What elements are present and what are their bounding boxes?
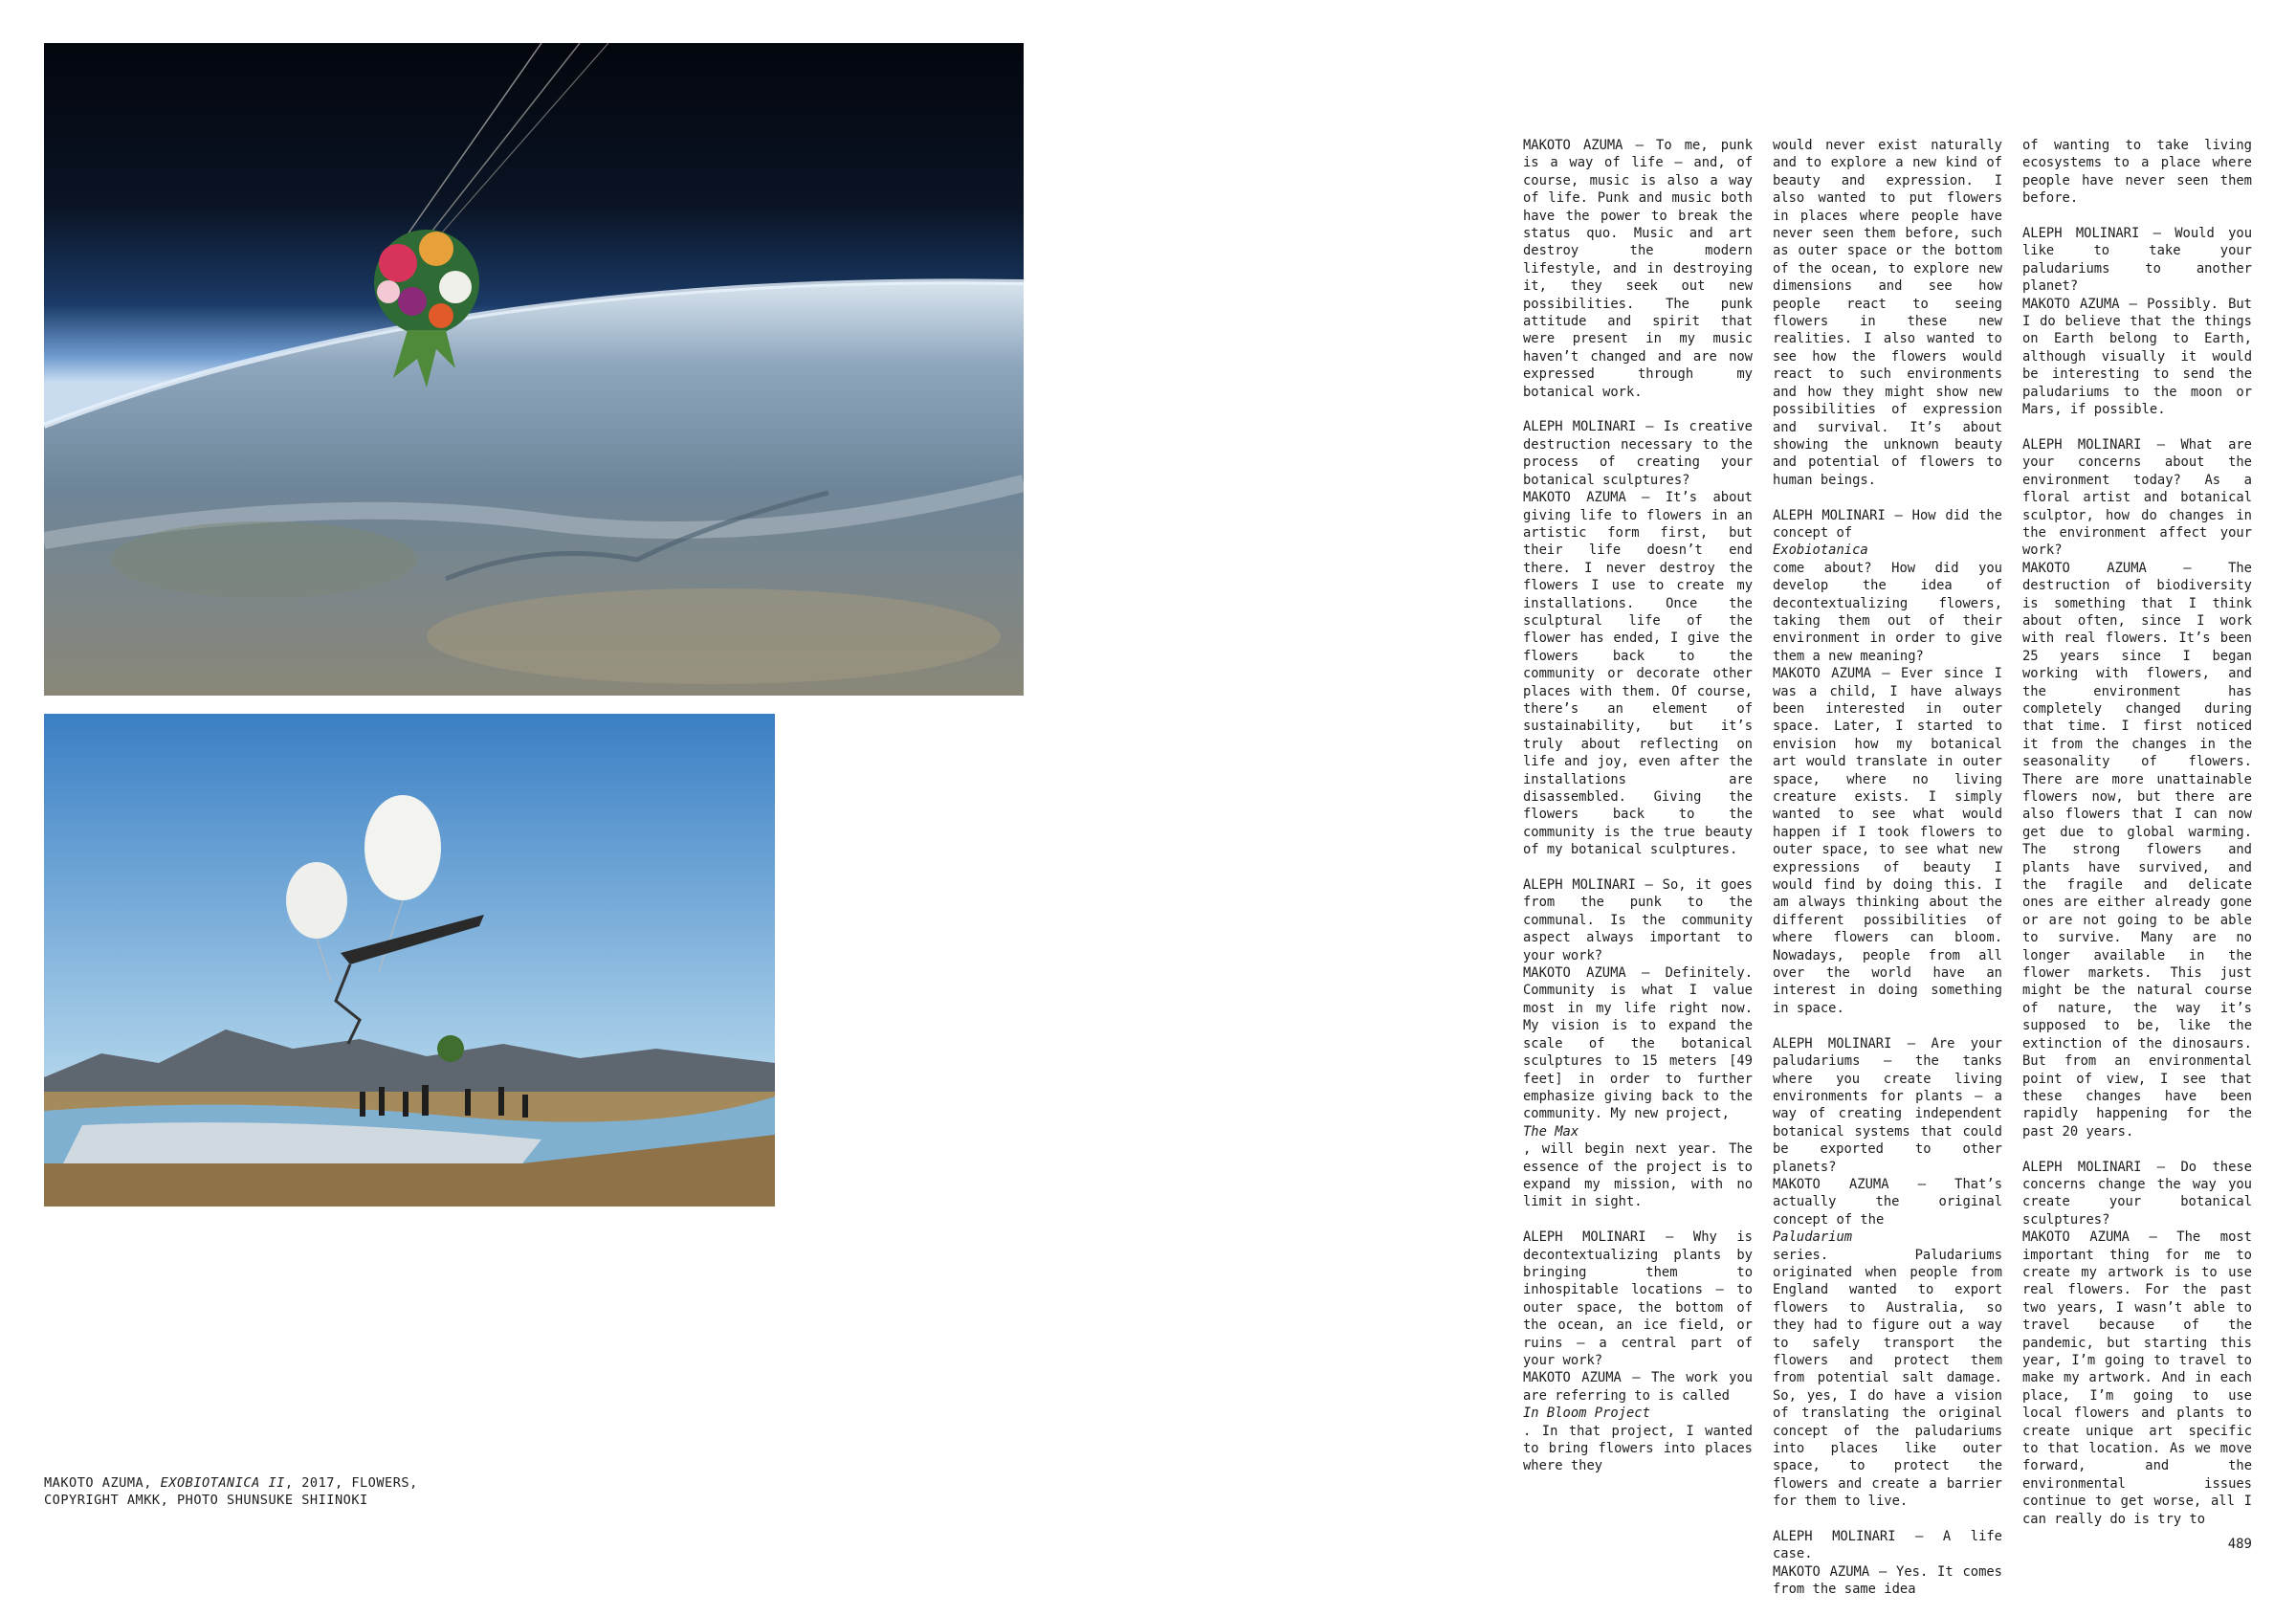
balloon-launch-image: [44, 714, 775, 1206]
interview-exchange: [1773, 507, 2002, 1018]
question: ALEPH MOLINARI — Do these concerns change the way you create your botanical sculptures?: [2022, 1159, 2252, 1228]
answer: MAKOTO AZUMA — The most important thing for me to create my artwork is to use real flowers. For the past two years, I wasn’t able to travel because of the pandemic, but starting this year, I’m going to travel to make my artwork. And in each place, I’m going to use local flowers and plants to create unique art specific to that location. As we move forward, and the environmental issues continue to get worse, all I can really do is try to: [2022, 1229, 2252, 1527]
answer: MAKOTO AZUMA — It’s about giving life to flowers in an artistic form first, but their life doesn’t end there. I never destroy the flowers I use to create my installations. Once the sculptural life of the flower has ended, I give the flowers back to the community or decorate other places with them. Of course, there’s an element of sustainability, but it’s truly about reflecting on life and joy, even after the installations are disassembled. Giving the flowers back to the community is the true beauty of my botanical sculptures.: [1523, 490, 1753, 858]
page-number: 489: [2227, 1537, 2252, 1552]
question: ALEPH MOLINARI — What are your concerns about the environment today? As a floral artist and botanical sculptor, how do changes in the environment affect your work?: [2022, 436, 2252, 559]
question: ALEPH MOLINARI — Are your paludariums — the tanks where you create living environments for plants — a way of creating independent botanical systems that could be exported to other planets?: [1773, 1035, 2002, 1175]
answer: MAKOTO AZUMA — Yes. It comes from the same idea: [1773, 1563, 2002, 1598]
answer: MAKOTO AZUMA — The destruction of biodiversity is something that I think about often, since I work with real flowers. It’s been 25 years since I began working with flowers, and the environment has completely changed during that time. I first noticed it from the changes in the seasonality of flowers. There are more unattainable flowers now, but there are also flowers that I can now get due to global warming. The strong flowers and plants have survived, and the fragile and delicate ones are either already gone or are not going to be able to survive. Many are no longer available in the flower markets. This just might be the natural course of nature, the way it’s supposed to be, like the extinction of the dinosaurs. But from an environmental point of view, I see that these changes have been rapidly happening for the past 20 years.: [2022, 560, 2252, 1140]
caption-line-1: MAKOTO AZUMA, EXOBIOTANICA II, 2017, FLOWERS,: [44, 1475, 418, 1491]
interview-exchange: [2022, 436, 2252, 1140]
interview-exchange: [1773, 1035, 2002, 1511]
interview-exchange: [2022, 1159, 2252, 1529]
answer: MAKOTO AZUMA — The work you are referring to is called In Bloom Project . In that project, I wanted to bring flowers into places where they: [1523, 1370, 1753, 1474]
answer-paragraph: of wanting to take living ecosystems to a place where people have never seen them before.: [2022, 138, 2252, 207]
answer-paragraph: would never exist naturally and to explore a new kind of beauty and expression. I also wanted to put flowers in places where people have never seen them before, such as outer space or the bottom of the ocean, to explore new dimensions and see how people react to seeing flowers in these new realities. I also wanted to see how the flowers would react to such environments and how they might show new possibilities of expression and survival. It’s about showing the unknown beauty and potential of flowers to human beings.: [1773, 138, 2002, 488]
text-column-1: [1523, 137, 1753, 1493]
answer: MAKOTO AZUMA — Possibly. But I do believe that the things on Earth belong to Earth, although visually it would be interesting to send the paludariums to the moon or Mars, if possible.: [2022, 296, 2252, 418]
balloon-launch-photo: [44, 714, 775, 1206]
question: ALEPH MOLINARI — Why is decontextualizing plants by bringing them to inhospitable locations — to outer space, the bottom of the ocean, an ice field, or ruins — a central part of your work?: [1523, 1229, 1753, 1368]
caption-line-2: COPYRIGHT AMKK, PHOTO SHUNSUKE SHIINOKI: [44, 1493, 368, 1509]
answer: MAKOTO AZUMA — That’s actually the original concept of the Paludarium series. Paludariums originated when people from England wanted to export flowers to Australia, so they had to figure out a way to safely transport the flowers and protect them from potential salt damage. So, yes, I do have a vision of translating the original concept of the paludariums into places like outer space, to protect the flowers and create a barrier for them to live.: [1773, 1176, 2002, 1510]
photo-caption: [44, 1474, 465, 1510]
question: ALEPH MOLINARI — Is creative destruction necessary to the process of creating your botanical sculptures?: [1523, 419, 1753, 488]
space-bouquet-photo: [44, 43, 1024, 696]
question: ALEPH MOLINARI — A life case.: [1773, 1529, 2002, 1562]
answer-paragraph: MAKOTO AZUMA — To me, punk is a way of life — and, of course, music is also a way of life. Punk and music both have the power to break the status quo. Music and art destroy the modern lifestyle, and in destroying it, they seek out new possibilities. The punk attitude and spirit that were present in my music haven’t changed and are now expressed through my botanical work.: [1523, 138, 1753, 400]
text-column-2: [1773, 137, 2002, 1616]
interview-exchange: [1523, 876, 1753, 1211]
interview-exchange: [1523, 418, 1753, 858]
question: ALEPH MOLINARI — How did the concept of Exobiotanica come about? How did you develop the idea of decontextualizing flowers, taking them out of their environment in order to give them a new meaning?: [1773, 507, 2002, 664]
interview-exchange: [2022, 225, 2252, 418]
interview-exchange: [1523, 1229, 1753, 1475]
space-bouquet-image: [44, 43, 1024, 696]
question: ALEPH MOLINARI — Would you like to take your paludariums to another planet?: [2022, 226, 2252, 295]
interview-exchange: [1773, 1528, 2002, 1599]
question: ALEPH MOLINARI — So, it goes from the punk to the communal. Is the community aspect always important to your work?: [1523, 877, 1753, 963]
answer: MAKOTO AZUMA — Ever since I was a child, I have always been interested in outer space. Later, I started to envision how my botanical art would translate in outer space, where no living creature exists. I simply wanted to see what would happen if I took flowers to outer space, to see what new expressions of beauty I would find by doing this. I am always thinking about the different possibilities of where flowers can bloom. Nowadays, people from all over the world have an interest in doing something in space.: [1773, 666, 2002, 1016]
answer: MAKOTO AZUMA — Definitely. Community is what I value most in my life right now. My vision is to expand the scale of the botanical sculptures to 15 meters [49 feet] in order to further emphasize giving back to the community. My new project, The Max , will begin next year. The essence of the project is to expand my mission, with no limit in sight.: [1523, 965, 1753, 1210]
text-column-3: [2022, 137, 2252, 1545]
